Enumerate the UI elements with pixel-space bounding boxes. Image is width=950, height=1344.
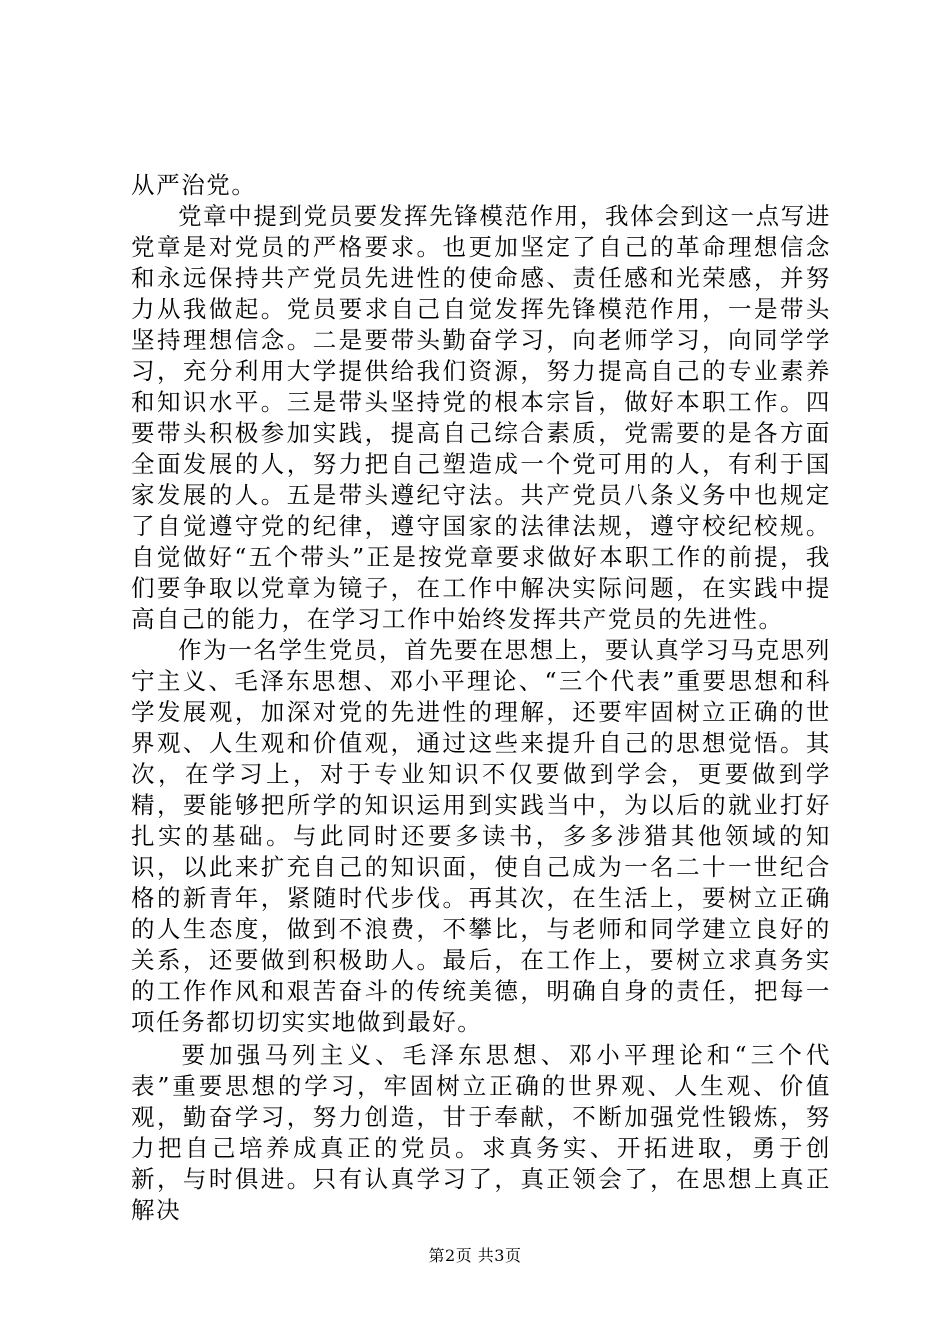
paragraph-student-member: 作为一名学生党员，首先要在思想上，要认真学习马克思列宁主义、毛泽东思想、邓小平理论、“三个代表”重要思想和科学发展观，加深对党的先进性的理解，还要牢固树立正确的世界观、人生观和价值观，通过这些来提升自己的思想觉悟。其次，在学习上，对于专业知识不仅要做到学会，更要做到学精，要能够把所学的知识运用到实践当中，为以后的就业打好扎实的基础。与此同时还要多读书，多多涉猎其他领域的知识，以此来扩充自己的知识面，使自己成为一名二十一世纪合格的新青年，紧随时代步伐。再其次，在生活上，要树立正确的人生态度，做到不浪费，不攀比，与老师和同学建立良好的关系，还要做到积极助人。最后，在工作上，要树立求真务实的工作作风和艰苦奋斗的传统美德，明确自身的责任，把每一项任务都切切实实地做到最好。	[131, 636, 831, 1036]
paragraph-party-constitution: 党章中提到党员要发挥先锋模范作用，我体会到这一点写进党章是对党员的严格要求。也更加坚定了自己的革命理想信念和永远保持共产党员先进性的使命感、责任感和光荣感，并努力从我做起。党员要求自己自觉发挥先锋模范作用，一是带头坚持理想信念。二是要带头勤奋学习，向老师学习，向同学学习，充分利用大学提供给我们资源，努力提高自己的专业素养和知识水平。三是带头坚持党的根本宗旨，做好本职工作。四要带头积极参加实践，提高自己综合素质，党需要的是各方面全面发展的人，努力把自己塑造成一个党可用的人，有利于国家发展的人。五是带头遵纪守法。共产党员八条义务中也规定了自觉遵守党的纪律，遵守国家的法律法规，遵守校纪校规。自觉做好“五个带头”正是按党章要求做好本职工作的前提，我们要争取以党章为镜子，在工作中解决实际问题，在实践中提高自己的能力，在学习工作中始终发挥共产党员的先进性。	[131, 202, 831, 633]
document-body	[131, 170, 831, 1226]
paragraph-continuation: 从严治党。	[131, 171, 257, 199]
paragraph-theory-study: 要加强马列主义、毛泽东思想、邓小平理论和“三个代表”重要思想的学习，牢固树立正确的世界观、人生观、价值观，勤奋学习，努力创造，甘于奉献，不断加强党性锻炼，努力把自己培养成真正的党员。求真务实、开拓进取，勇于创新，与时俱进。只有认真学习了，真正领会了，在思想上真正解决	[131, 1041, 831, 1224]
page-footer: 第2页 共3页	[428, 1246, 522, 1265]
